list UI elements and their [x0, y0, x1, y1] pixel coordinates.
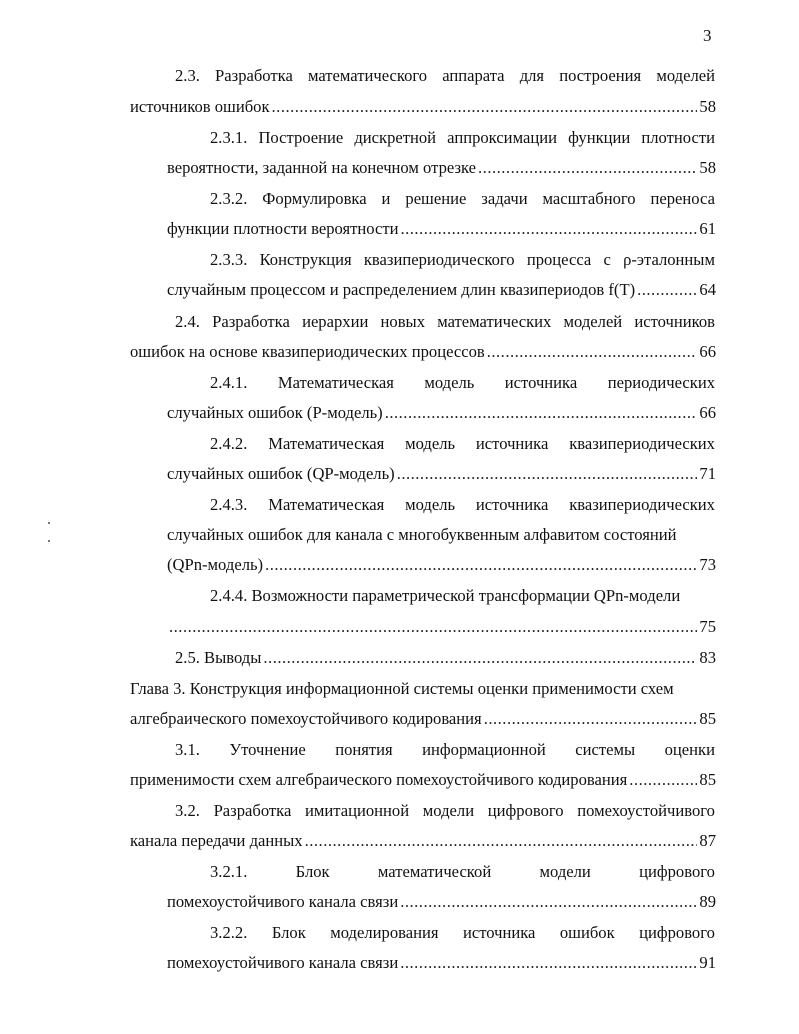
toc-entry-text: случайным процессом и распределением длин квазипериодов f(T) — [167, 280, 636, 299]
toc-word: 3.2. — [175, 801, 200, 820]
toc-entry-2-4-1-line1 — [210, 373, 715, 393]
toc-word: оценки — [664, 740, 715, 759]
toc-word: Разработка — [215, 66, 293, 85]
toc-word: помехоустойчивого — [577, 801, 715, 820]
toc-word: масштабного — [542, 189, 636, 208]
dot-leader — [400, 892, 697, 912]
toc-word: источника — [504, 373, 578, 392]
toc-entry-3-1-line2 — [130, 770, 716, 790]
toc-entry-2-3-3-line1 — [210, 250, 715, 270]
toc-entry-2-4-3-line3 — [167, 555, 716, 575]
dot-leader — [169, 617, 697, 637]
toc-entry-2-4-4-line2 — [167, 617, 716, 637]
toc-word: информационной — [422, 740, 546, 759]
toc-entry-2-4-2-line1 — [210, 434, 715, 454]
toc-word: для — [519, 66, 545, 85]
dot-leader — [400, 219, 697, 239]
toc-entry-text: вероятности, заданной на конечном отрезке — [167, 158, 477, 177]
dot-leader — [478, 158, 697, 178]
toc-entry-2-4-3-line2: случайных ошибок для канала с многобуквенным алфавитом состояний — [167, 525, 677, 544]
toc-page-number: 89 — [699, 892, 716, 911]
toc-entry-2-3-2-line1 — [210, 189, 715, 209]
toc-word: дискретной — [354, 128, 437, 147]
toc-word: ρ-эталонным — [623, 250, 715, 269]
toc-word: 3.2.1. — [210, 862, 248, 881]
toc-entry-3-1-line1 — [175, 740, 715, 760]
toc-word: Уточнение — [229, 740, 306, 759]
toc-page-number: 85 — [699, 709, 716, 728]
toc-entry-2-3-line2 — [130, 97, 716, 117]
toc-word: периодических — [607, 373, 715, 392]
toc-word: квазипериодических — [569, 495, 715, 514]
toc-word: Формулировка — [262, 189, 367, 208]
toc-entry-text: алгебраического помехоустойчивого кодирования — [130, 709, 482, 728]
toc-entry-text: помехоустойчивого канала связи — [167, 953, 399, 972]
toc-entry-2-4-line2 — [130, 342, 716, 362]
toc-word: плотности — [641, 128, 715, 147]
toc-entry-3-2-2-line2 — [167, 953, 716, 973]
dot-leader — [637, 280, 697, 300]
toc-entry-chapter-3-line2 — [130, 709, 716, 729]
toc-page-number: 75 — [699, 617, 716, 636]
toc-page-number: 71 — [699, 464, 716, 483]
toc-entry-text: канала передачи данных — [130, 831, 303, 850]
toc-page-number: 91 — [699, 953, 716, 972]
toc-word: системы — [575, 740, 636, 759]
toc-word: источника — [462, 923, 536, 942]
page-number: 3 — [703, 26, 712, 45]
toc-page-number: 66 — [699, 342, 716, 361]
toc-word: моделирования — [330, 923, 439, 942]
toc-word: имитационной — [305, 801, 410, 820]
toc-entry-text: 2.5. Выводы — [175, 648, 262, 667]
toc-word: Математическая — [268, 434, 385, 453]
toc-entry-2-3-line1 — [175, 66, 715, 86]
toc-word: ошибок — [559, 923, 615, 942]
toc-word: Разработка — [212, 312, 290, 331]
toc-entry-2-3-3-line2 — [167, 280, 716, 300]
toc-entry-2-4-line1 — [175, 312, 715, 332]
dot-leader — [484, 709, 698, 729]
toc-entry-3-2-2-line1 — [210, 923, 715, 943]
dot-leader — [400, 953, 697, 973]
toc-entry-2-4-3-line1 — [210, 495, 715, 515]
dot-leader — [265, 555, 697, 575]
toc-word: Математическая — [277, 373, 394, 392]
toc-word: аппарата — [442, 66, 505, 85]
toc-entry-3-2-line2 — [130, 831, 716, 851]
toc-word: источника — [475, 434, 549, 453]
toc-word: 2.4.1. — [210, 373, 248, 392]
scan-artifact — [48, 540, 50, 542]
dot-leader — [487, 342, 698, 362]
toc-entry-2-4-1-line2 — [167, 403, 716, 423]
toc-word: модели — [422, 801, 475, 820]
toc-word: с — [603, 250, 611, 269]
toc-word: 2.4. — [175, 312, 200, 331]
toc-entry-text: ошибок на основе квазипериодических процессов — [130, 342, 485, 361]
toc-entry-3-2-1-line2 — [167, 892, 716, 912]
toc-entry-text: функции плотности вероятности — [167, 219, 399, 238]
toc-word: построения — [559, 66, 642, 85]
toc-word: Блок — [271, 923, 306, 942]
dot-leader — [385, 403, 698, 423]
toc-word: 2.3.3. — [210, 250, 248, 269]
toc-entry-text: источников ошибок — [130, 97, 270, 116]
toc-entry-text: случайных ошибок (P-модель) — [167, 403, 383, 422]
toc-page-number: 85 — [699, 770, 716, 789]
toc-word: математической — [377, 862, 492, 881]
toc-page-number: 61 — [699, 219, 716, 238]
toc-word: и — [381, 189, 391, 208]
toc-word: модель — [424, 373, 475, 392]
dot-leader — [629, 770, 697, 790]
toc-word: квазипериодических — [569, 434, 715, 453]
toc-entry-3-2-1-line1 — [210, 862, 715, 882]
toc-entry-text: (QPn-модель) — [167, 555, 264, 574]
toc-word: 2.3. — [175, 66, 200, 85]
toc-word: Разработка — [213, 801, 292, 820]
toc-word: Построение — [258, 128, 344, 147]
toc-page-number: 73 — [699, 555, 716, 574]
toc-word: иерархии — [302, 312, 369, 331]
toc-page-number: 66 — [699, 403, 716, 422]
toc-word: аппроксимации — [447, 128, 557, 147]
toc-page-number: 64 — [699, 280, 716, 299]
toc-page-number: 58 — [699, 97, 716, 116]
toc-word: переноса — [650, 189, 715, 208]
toc-word: Конструкция — [259, 250, 352, 269]
toc-entry-text: случайных ошибок (QP-модель) — [167, 464, 395, 483]
toc-word: модель — [405, 434, 456, 453]
toc-word: 2.4.3. — [210, 495, 248, 514]
toc-word: квазипериодического — [363, 250, 515, 269]
toc-entry-2-4-4-line1: 2.4.4. Возможности параметрической трансформации QPn-модели — [210, 586, 681, 605]
toc-word: математического — [307, 66, 428, 85]
toc-entry-text: помехоустойчивого канала связи — [167, 892, 399, 911]
toc-word: цифрового — [639, 923, 715, 942]
toc-word: Математическая — [268, 495, 385, 514]
toc-word: Блок — [295, 862, 330, 881]
toc-word: моделей — [563, 312, 623, 331]
toc-word: цифрового — [639, 862, 715, 881]
toc-word: математических — [437, 312, 552, 331]
toc-word: функции — [568, 128, 631, 147]
dot-leader — [272, 97, 698, 117]
toc-word: новых — [380, 312, 425, 331]
toc-word: цифрового — [487, 801, 564, 820]
toc-word: 3.2.2. — [210, 923, 248, 942]
toc-word: источников — [634, 312, 715, 331]
toc-word: понятия — [335, 740, 393, 759]
toc-entry-chapter-3-line1: Глава 3. Конструкция информационной системы оценки применимости схем — [130, 679, 674, 698]
toc-page-number: 83 — [699, 648, 716, 667]
toc-entry-2-5 — [175, 648, 716, 668]
toc-word: 2.4.2. — [210, 434, 248, 453]
toc-word: задачи — [481, 189, 528, 208]
toc-word: источника — [475, 495, 549, 514]
dot-leader — [397, 464, 698, 484]
toc-entry-text: применимости схем алгебраического помехоустойчивого кодирования — [130, 770, 628, 789]
toc-entry-2-3-1-line1 — [210, 128, 715, 148]
toc-word: модель — [405, 495, 456, 514]
toc-word: моделей — [656, 66, 715, 85]
dot-leader — [305, 831, 698, 851]
toc-page-number: 58 — [699, 158, 716, 177]
toc-word: решение — [405, 189, 467, 208]
toc-word: модели — [539, 862, 591, 881]
toc-word: 2.3.2. — [210, 189, 248, 208]
toc-entry-2-3-2-line2 — [167, 219, 716, 239]
toc-word: 3.1. — [175, 740, 200, 759]
toc-page-number: 87 — [699, 831, 716, 850]
toc-entry-2-3-1-line2 — [167, 158, 716, 178]
toc-entry-2-4-2-line2 — [167, 464, 716, 484]
toc-word: процесса — [526, 250, 592, 269]
dot-leader — [263, 648, 697, 668]
toc-entry-3-2-line1 — [175, 801, 715, 821]
scan-artifact — [48, 522, 50, 524]
toc-word: 2.3.1. — [210, 128, 248, 147]
